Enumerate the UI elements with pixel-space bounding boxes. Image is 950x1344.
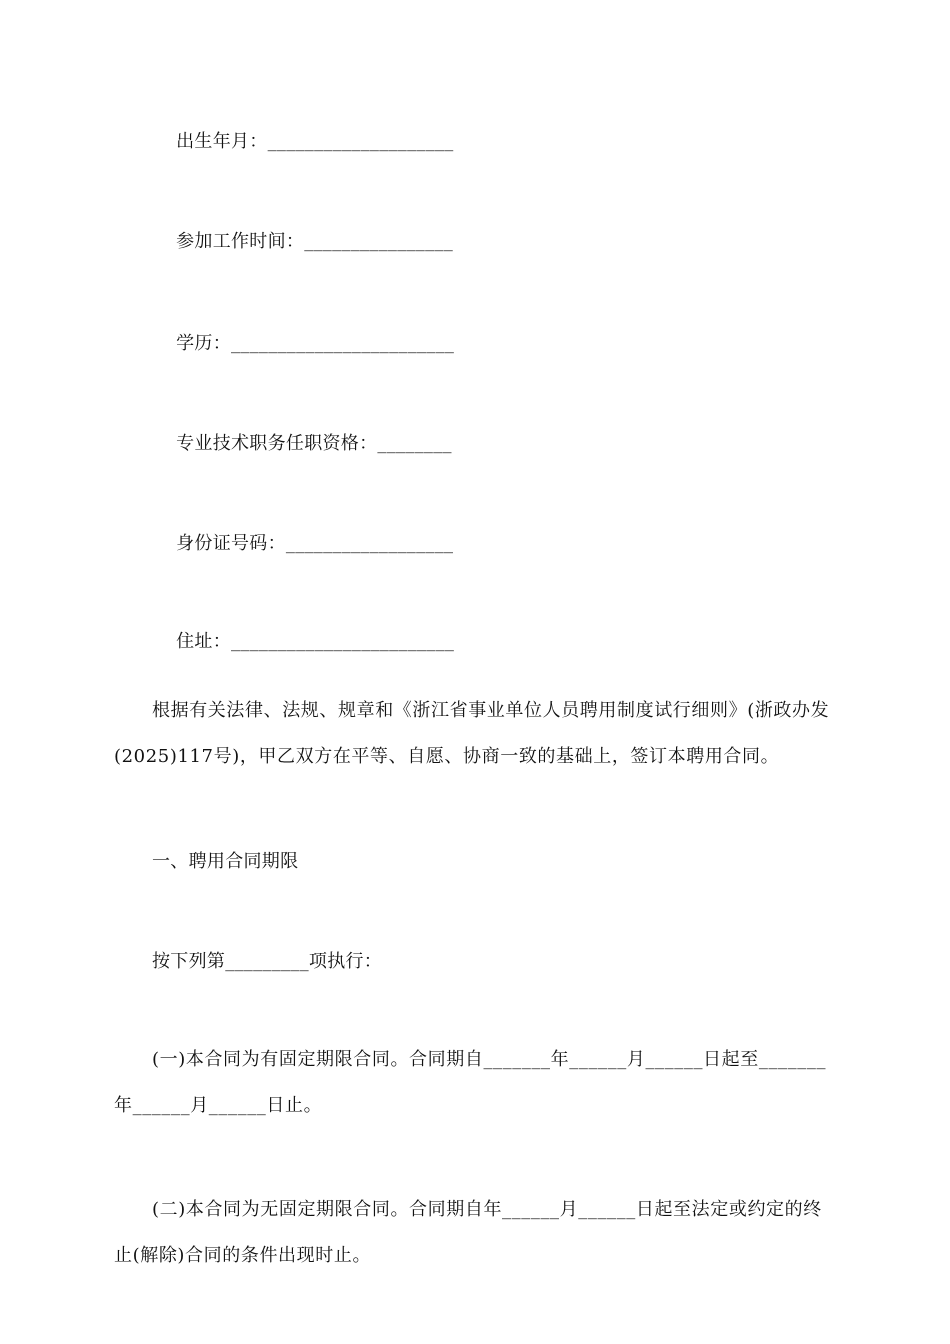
blank-line: ________________ bbox=[304, 231, 454, 252]
field-birth bbox=[152, 103, 454, 181]
blank-line: ____________________ bbox=[267, 131, 454, 152]
field-label: 住址： bbox=[176, 631, 231, 652]
blank-line: __________________ bbox=[285, 533, 454, 554]
term-item-open: (二)本合同为无固定期限合同。合同期自年______月______日起至法定或约定的终止(解除)合同的条件出现时止。 bbox=[114, 1199, 822, 1266]
field-label: 出生年月： bbox=[176, 131, 268, 152]
section-heading: 一、聘用合同期限 bbox=[152, 851, 299, 872]
section-instruction: 按下列第_________项执行： bbox=[152, 951, 383, 972]
field-label: 专业技术职务任职资格： bbox=[176, 433, 378, 454]
blank-line: ________________________ bbox=[231, 333, 455, 354]
blank-line: ________ bbox=[377, 433, 452, 454]
field-professional-title bbox=[152, 405, 452, 483]
intro-paragraph: 根据有关法律、法规、规章和《浙江省事业单位人员聘用制度试行细则》(浙政办发(2025)117号)，甲乙双方在平等、自愿、协商一致的基础上，签订本聘用合同。 bbox=[114, 700, 830, 767]
field-label: 参加工作时间： bbox=[176, 231, 305, 252]
field-label: 学历： bbox=[176, 333, 231, 354]
field-work-start bbox=[152, 203, 453, 281]
field-address bbox=[152, 603, 454, 681]
field-id-number bbox=[152, 505, 453, 583]
field-education bbox=[152, 305, 454, 383]
field-label: 身份证号码： bbox=[176, 533, 286, 554]
term-item-fixed: (一)本合同为有固定期限合同。合同期自_______年______月______日起至_______年______月______日止。 bbox=[114, 1049, 827, 1116]
blank-line: ________________________ bbox=[231, 631, 455, 652]
